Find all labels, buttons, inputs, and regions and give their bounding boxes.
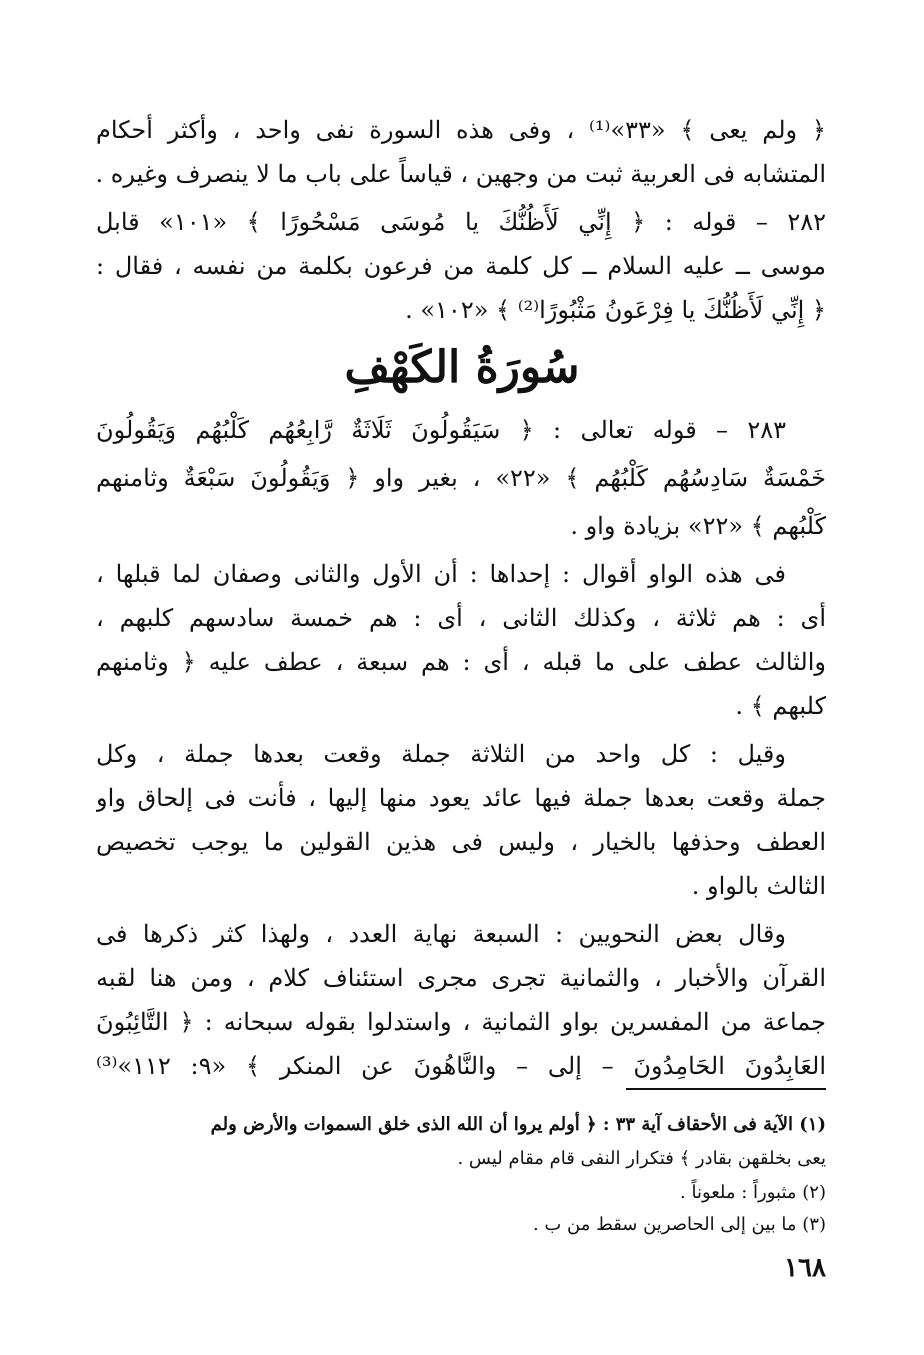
footnote-line: (٣) ما بين إلى الحاصرين سقط من ب . <box>532 1214 826 1235</box>
text-line: العطف وحذفها بالخيار ، وليس فى هذين القولين ما يوجب تخصيص <box>96 828 826 856</box>
text-line: كلبهم ﴾ . <box>735 692 826 720</box>
text-line: وقال بعض النحويين : السبعة نهاية العدد ، ولهذا كثر ذكرها فى <box>96 920 786 948</box>
text-line: ﴿ إِنِّي لَأَظُنُّكَ يا فِرْعَونُ مَثْبُورًا⁽²⁾ ﴾ «١٠٢» . <box>405 296 826 324</box>
text-line: كَلْبُهم ﴾ «٢٢» بزيادة واو . <box>570 512 826 540</box>
footnote-line: يعى بخلقهن بقادر ﴾ فتكرار النفى قام مقام ليس . <box>457 1148 826 1169</box>
text-line: أى : هم ثلاثة ، وكذلك الثانى ، أى : هم خمسة سادسهم كلبهم ، <box>96 604 826 632</box>
text-line: جملة وقعت بعدها جملة فيها عائد يعود منها إليها ، فأنت فى إلحاق واو <box>96 784 826 812</box>
text-line: جماعة من المفسرين بواو الثمانية ، واستدلوا بقوله سبحانه : ﴿ التَّائِبُونَ <box>96 1008 826 1036</box>
text-line: فى هذه الواو أقوال : إحداها : أن الأول والثانى وصفان لما قبلها ، <box>96 560 786 588</box>
footnote-line: (٢) مثبوراً : ملعوناً . <box>680 1182 826 1203</box>
page-number: ١٦٨ <box>784 1253 826 1283</box>
text-line: وقيل : كل واحد من الثلاثة جملة وقعت بعدها جملة ، وكل <box>96 740 786 768</box>
text-line: القرآن والأخبار ، والثمانية تجرى مجرى استئناف كلام ، ومن هنا لقبه <box>96 964 826 992</box>
text-line: العَابِدُونَ الحَامِدُونَ – إلى – والنَّاهُونَ عن المنكر ﴾ «٩: ١١٢»⁽³⁾ <box>96 1052 826 1080</box>
footnote-rule <box>626 1088 826 1090</box>
text-line: ٢٨٢ – قوله : ﴿ إِنِّي لَأَظُنُّكَ يا مُوسَى مَسْحُورًا ﴾ «١٠١» قابل <box>96 208 826 236</box>
text-line: والثالث عطف على ما قبله ، أى : هم سبعة ، عطف عليه ﴿ وثامنهم <box>96 648 826 676</box>
text-line: موسى ــ عليه السلام ــ كل كلمة من فرعون بكلمة من نفسه ، فقال : <box>96 252 826 280</box>
footnote-line: (١) الآية فى الأحقاف آية ٣٣ : ﴿ أولم يروا أن الله الذى خلق السموات والأرض ولم <box>210 1114 826 1135</box>
text-line: المتشابه فى العربية ثبت من وجهين ، قياساً على باب ما لا ينصرف وغيره . <box>96 160 826 188</box>
text-line: خَمْسَةٌ سَادِسُهُم كَلْبُهُم ﴾ «٢٢» ، بغير واو ﴿ وَيَقُولُونَ سَبْعَةٌ وثامنهم <box>96 464 826 492</box>
text-line: ﴿ ولم يعى ﴾ «٣٣»⁽¹⁾ ، وفى هذه السورة نفى واحد ، وأكثر أحكام <box>96 116 826 144</box>
surah-heading: سُورَةُ الكَهْفِ <box>344 342 580 393</box>
text-line: ٢٨٣ – قوله تعالى : ﴿ سَيَقُولُونَ ثَلَاثَةٌ رَّابِعُهُم كَلْبُهُم وَيَقُولُونَ <box>96 416 786 444</box>
text-line: الثالث بالواو . <box>691 872 826 900</box>
